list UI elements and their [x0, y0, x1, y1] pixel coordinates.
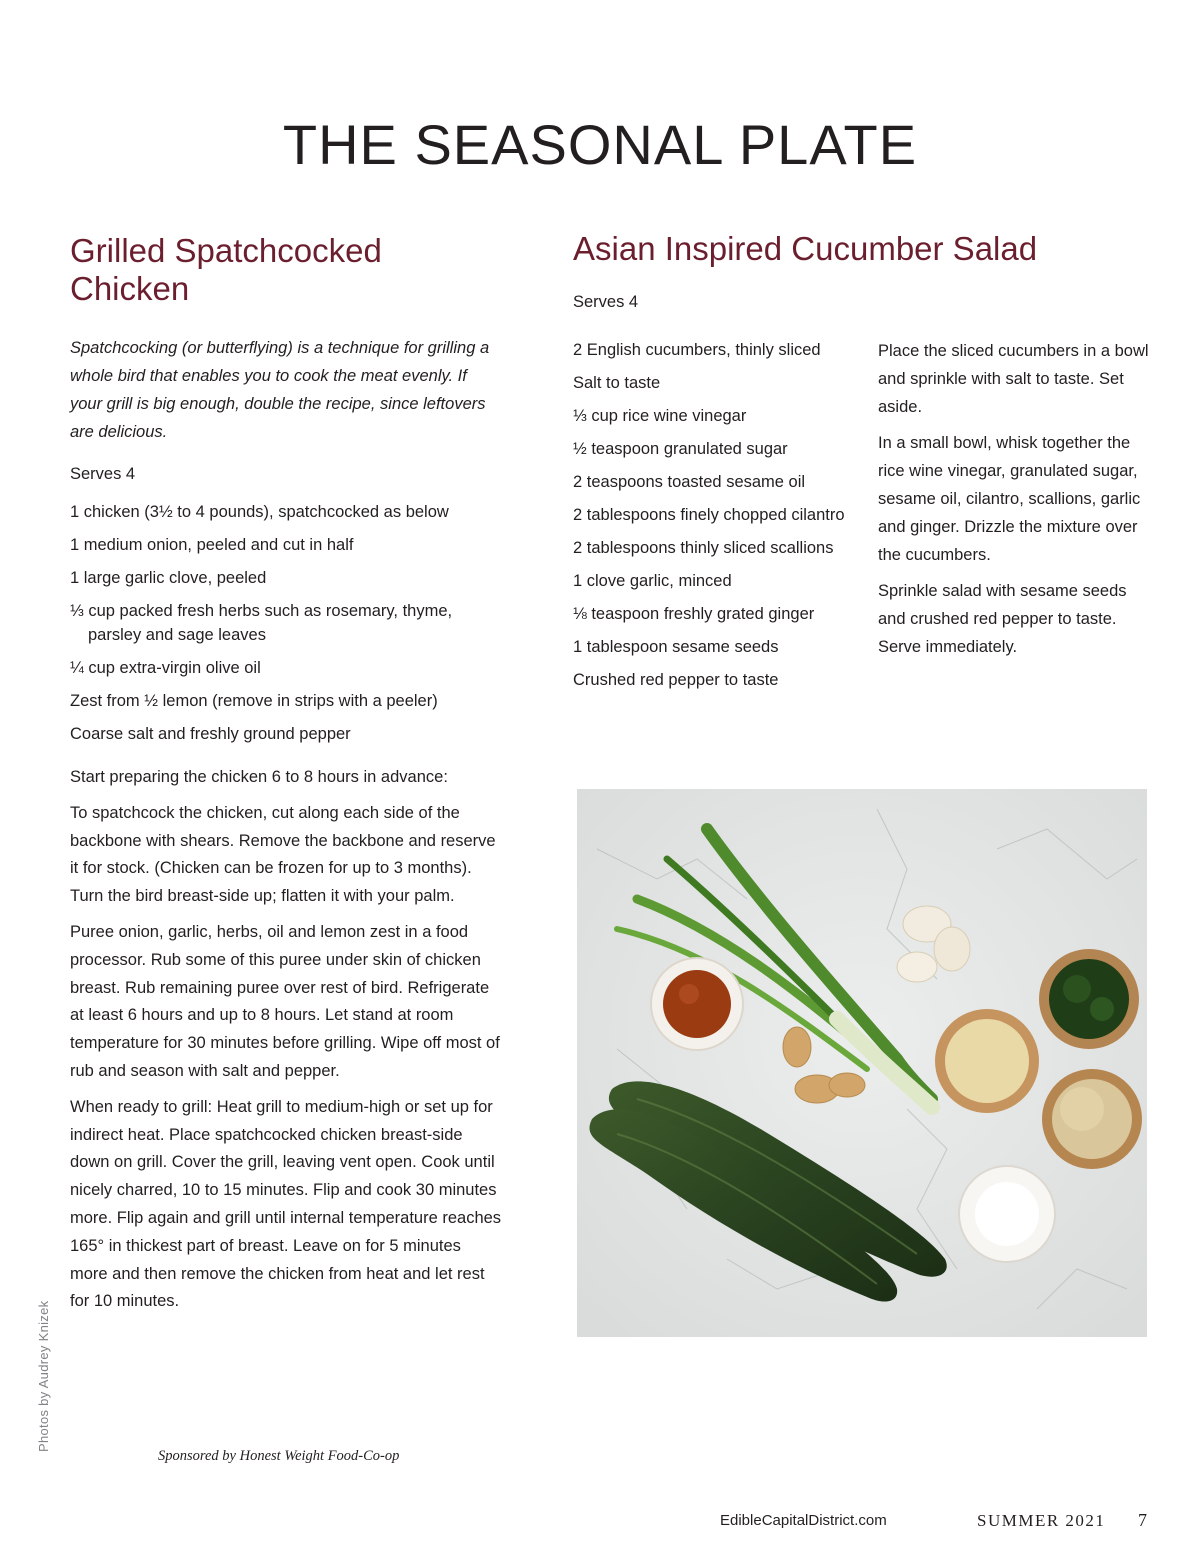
ingredient-item: ⅓ cup rice wine vinegar — [573, 407, 747, 425]
direction-paragraph: Place the sliced cucumbers in a bowl and sprinkle with salt to taste. Set aside. — [878, 342, 1149, 416]
chicken-serves: Serves 4 — [70, 465, 136, 483]
footer-url[interactable]: EdibleCapitalDistrict.com — [720, 1512, 887, 1529]
direction-paragraph: When ready to grill: Heat grill to medium-high or set up for indirect heat. Place spatchcocked chicken breast-side down on grill. Cover the grill, leaving vent open. Cook until nicely charred, 10 to 15 minutes. Flip and cook 30 minutes more. Flip again and grill until internal temperature reaches 165° in thickest part of breast. Leave on for 5 minutes more and then remove the chicken from heat and let rest for 10 minutes. — [70, 1097, 502, 1311]
ingredient-item: 1 large garlic clove, peeled — [70, 569, 267, 587]
chicken-recipe — [70, 232, 502, 1324]
sponsor-line: Sponsored by Honest Weight Food-Co-op — [158, 1448, 400, 1464]
ingredient-item: 2 tablespoons thinly sliced scallions — [573, 539, 834, 557]
salad-ingredients — [573, 338, 853, 692]
ingredient-item: 2 English cucumbers, thinly sliced — [573, 341, 821, 359]
direction-paragraph: In a small bowl, whisk together the rice wine vinegar, granulated sugar, sesame oil, cilantro, scallions, garlic and ginger. Drizzle the mixture over the cucumbers. — [878, 434, 1141, 564]
sugar-bowl — [959, 1166, 1055, 1262]
chicken-recipe-title: Grilled Spatchcocked Chicken — [70, 232, 382, 307]
ingredient-item: 1 clove garlic, minced — [573, 572, 732, 590]
ingredient-item: Salt to taste — [573, 374, 661, 392]
sesame-oil-bowl — [935, 1009, 1039, 1113]
cilantro-bowl — [1039, 949, 1139, 1049]
salad-recipe-title: Asian Inspired Cucumber Salad — [573, 230, 1038, 267]
photo-credit: Photos by Audrey Knizek — [36, 1300, 51, 1452]
ingredient-item: 1 tablespoon sesame seeds — [573, 638, 779, 656]
direction-paragraph: Sprinkle salad with sesame seeds and crushed red pepper to taste. Serve immediately. — [878, 582, 1127, 656]
ingredient-item: Crushed red pepper to taste — [573, 671, 779, 689]
chicken-directions — [70, 764, 502, 1316]
ingredient-item: 2 teaspoons toasted sesame oil — [573, 473, 806, 491]
direction-paragraph: To spatchcock the chicken, cut along each side of the backbone with shears. Remove the backbone and reserve it for stock. (Chicken can be frozen for up to 3 months). Turn the bird breast-side up; flatten it with your palm. — [70, 803, 496, 906]
ingredient-item: 1 medium onion, peeled and cut in half — [70, 536, 354, 554]
vinegar-bowl — [651, 958, 743, 1050]
page-number: 7 — [1138, 1510, 1147, 1530]
direction-paragraph: Puree onion, garlic, herbs, oil and lemon zest in a food processor. Rub some of this puree under skin of chicken breast. Rub remaining puree over rest of bird. Refrigerate at least 6 hours and up to 8 hours. Let stand at room temperature for 30 minutes before grilling. Wipe off most of rub and season with salt and pepper. — [70, 922, 500, 1080]
ingredient-item: ¼ cup extra-virgin olive oil — [70, 659, 261, 677]
ingredient-item: 2 tablespoons finely chopped cilantro — [573, 506, 845, 524]
footer-issue: SUMMER 2021 — [977, 1511, 1106, 1530]
sesame-seeds-bowl — [1042, 1069, 1142, 1169]
ingredient-item: ⅛ teaspoon freshly grated ginger — [573, 605, 815, 623]
ingredient-item: ½ teaspoon granulated sugar — [573, 440, 788, 458]
chicken-ingredients — [70, 500, 502, 746]
ingredients-photo — [577, 789, 1147, 1337]
chicken-intro: Spatchcocking (or butterflying) is a technique for grilling a whole bird that enables you to cook the meat evenly. If your grill is big enough, double the recipe, since leftovers are delicious. — [70, 339, 490, 441]
page-title: THE SEASONAL PLATE — [282, 113, 918, 176]
ingredients-illustration — [577, 789, 1147, 1337]
direction-paragraph: Start preparing the chicken 6 to 8 hours in advance: — [70, 768, 448, 786]
ingredient-item: 1 chicken (3½ to 4 pounds), spatchcocked as below — [70, 503, 449, 521]
ingredient-item: ⅓ cup packed fresh herbs such as rosemary, thyme, parsley and sage leaves — [70, 602, 453, 644]
ingredient-item: Zest from ½ lemon (remove in strips with a peeler) — [70, 692, 438, 710]
salad-serves: Serves 4 — [573, 293, 639, 311]
ingredient-item: Coarse salt and freshly ground pepper — [70, 725, 351, 743]
salad-directions — [878, 338, 1153, 671]
